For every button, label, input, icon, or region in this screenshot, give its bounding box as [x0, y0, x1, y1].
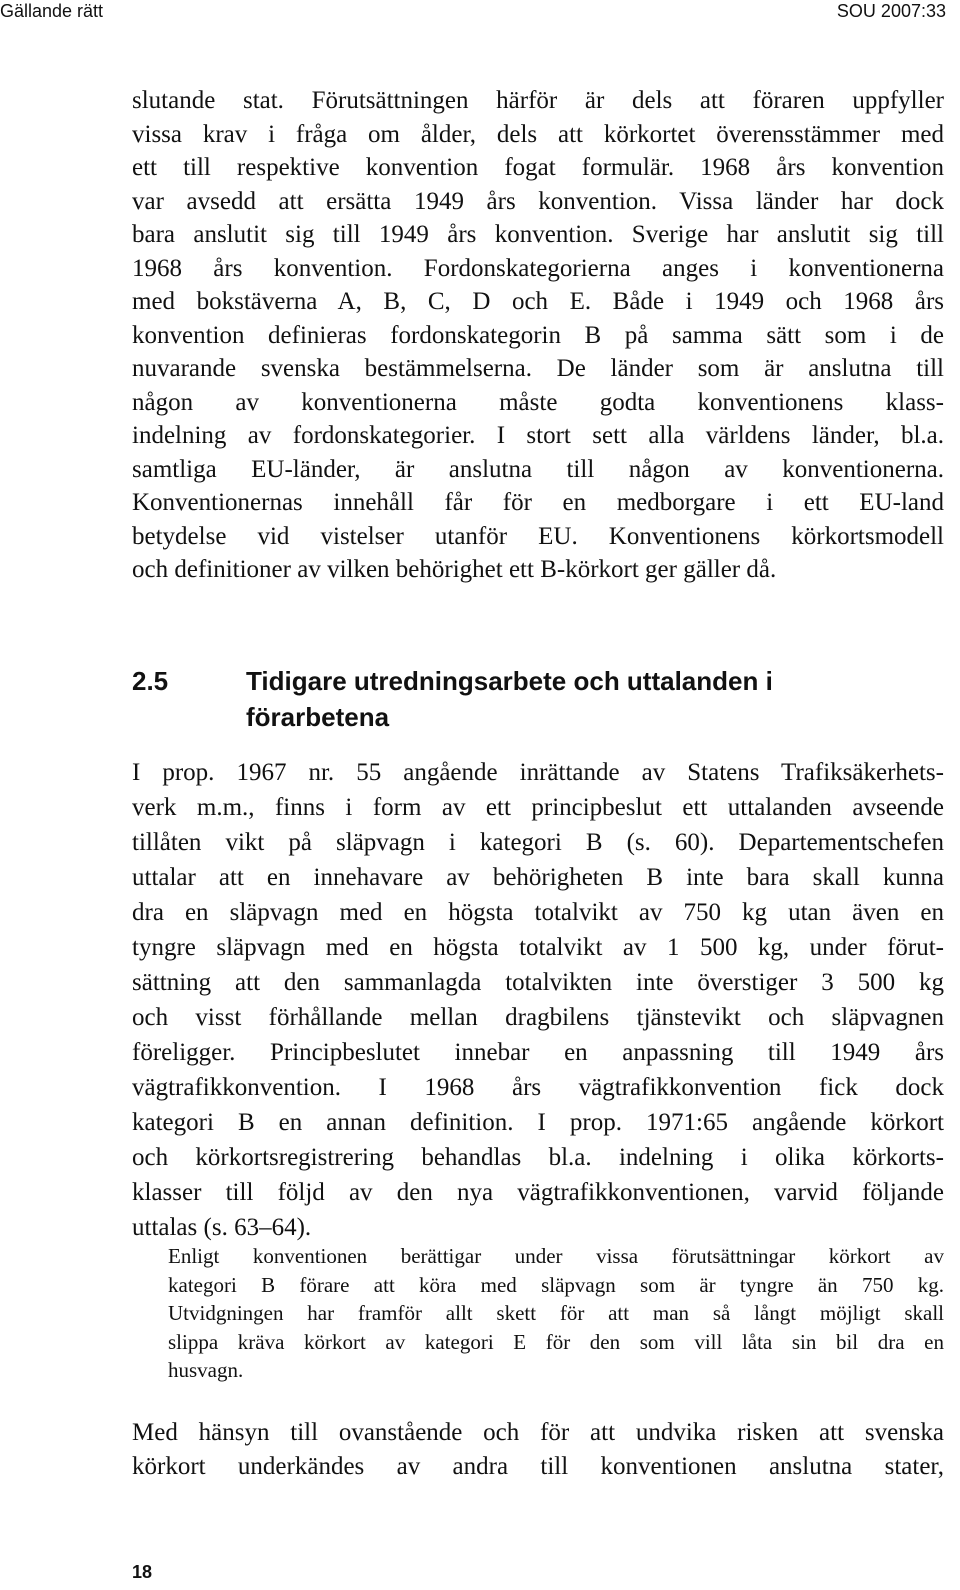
paragraph-line: konvention definieras fordonskategorin B på samma sätt som i de [132, 321, 944, 349]
paragraph-line: och körkortsregistrering behandlas bl.a. indelning i olika körkorts- [132, 1144, 944, 1171]
quote-line: Enligt konventionen berättigar under vissa förutsättningar körkort av [168, 1244, 944, 1268]
block-quote [168, 1242, 944, 1385]
paragraph-line: Med hänsyn till ovanstående och för att undvika risken att svenska [132, 1419, 944, 1446]
paragraph-line: vägtrafikkonvention. I 1968 års vägtrafikkonvention fick dock [132, 1074, 944, 1101]
running-header-right: SOU 2007:33 [836, 1, 946, 21]
paragraph-line: betydelse vid vistelser utanför EU. Konventionens körkortsmodell [132, 522, 944, 550]
paragraph-line: tyngre släpvagn med en högsta totalvikt av 1 500 kg, under förut- [132, 934, 944, 961]
paragraph-1 [132, 84, 944, 587]
quote-line: kategori B förare att köra med släpvagn som är tyngre än 750 kg. [168, 1272, 944, 1297]
paragraph-line: slutande stat. Förutsättningen härför är dels att föraren uppfyller [132, 87, 944, 114]
paragraph-line: sättning att den sammanlagda totalvikten inte överstiger 3 500 kg [132, 969, 944, 996]
page-number: 18 [132, 1562, 153, 1582]
paragraph-line: någon av konventionerna måste godta konventionens klass- [132, 388, 944, 416]
paragraph-line: Konventionernas innehåll får för en medborgare i ett EU-land [132, 489, 944, 516]
paragraph-line: indelning av fordonskategorier. I stort sett alla världens länder, bl.a. [132, 422, 944, 449]
paragraph-line: dra en släpvagn med en högsta totalvikt av 750 kg utan även en [132, 899, 944, 926]
section-number: 2.5 [132, 666, 169, 696]
quote-line: slippa kräva körkort av kategori E för den som vill låta sin bil dra en [168, 1329, 944, 1354]
paragraph-line: samtliga EU-länder, är anslutna till någon av konventionerna. [132, 455, 944, 483]
paragraph-line: uttalar att en innehavare av behörigheten B inte bara skall kunna [132, 864, 944, 891]
paragraph-line: 1968 års konvention. Fordonskategorierna anges i konventionerna [132, 254, 944, 282]
quote-line: husvagn. [168, 1358, 244, 1382]
paragraph-line: tillåten vikt på släpvagn i kategori B (s. 60). Departementschefen [132, 829, 944, 856]
paragraph-line: med bokstäverna A, B, C, D och E. Både i 1949 och 1968 års [132, 288, 944, 315]
paragraph-line: körkort underkändes av andra till konventionen anslutna stater, [132, 1453, 944, 1480]
paragraph-line: uttalas (s. 63–64). [132, 1214, 312, 1241]
paragraph-line: klasser till följd av den nya vägtrafikkonventionen, varvid följande [132, 1179, 944, 1206]
section-title-line: förarbetena [246, 702, 390, 732]
section-heading [132, 663, 944, 735]
paragraph-line: föreligger. Principbeslutet innebar en anpassning till 1949 års [132, 1039, 944, 1066]
paragraph-line: och visst förhållande mellan dragbilens tjänstevikt och släpvagnen [132, 1004, 944, 1031]
quote-line: Utvidgningen har framför allt skett för att man så långt möjligt skall [168, 1301, 944, 1325]
paragraph-2 [132, 755, 944, 1245]
paragraph-line: I prop. 1967 nr. 55 angående inrättande av Statens Trafiksäkerhets- [132, 759, 944, 786]
paragraph-line: ett till respektive konvention fogat formulär. 1968 års konvention [132, 154, 944, 181]
paragraph-line: verk m.m., finns i form av ett principbeslut ett uttalanden avseende [132, 794, 944, 821]
paragraph-line: var avsedd att ersätta 1949 års konvention. Vissa länder har dock [132, 187, 944, 215]
paragraph-line: bara anslutit sig till 1949 års konvention. Sverige har anslutit sig till [132, 221, 944, 248]
section-title-line: Tidigare utredningsarbete och uttalanden i [246, 666, 773, 696]
paragraph-line: nuvarande svenska bestämmelserna. De länder som är anslutna till [132, 355, 944, 382]
paragraph-line: vissa krav i fråga om ålder, dels att körkortet överensstämmer med [132, 120, 944, 148]
paragraph-3 [132, 1416, 944, 1484]
running-header-left: Gällande rätt [0, 1, 104, 21]
paragraph-line: kategori B en annan definition. I prop. 1971:65 angående körkort [132, 1109, 944, 1136]
paragraph-line: och definitioner av vilken behörighet ett B-körkort ger gäller då. [132, 556, 777, 583]
